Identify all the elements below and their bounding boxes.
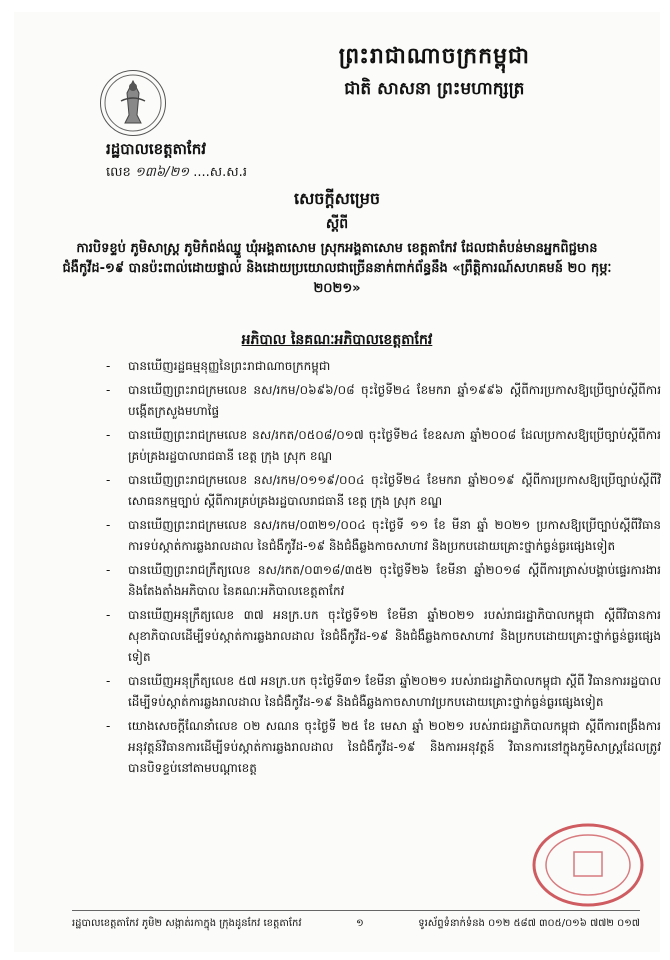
list-item: - បានឃើញព្រះរាជក្រមលេខ នស/រកត/០៥០៨/០១៧ ចុះថ្ងៃទី២៤ ខែឧសភា ឆ្នាំ២០០៨ ដែលប្រកាសឱ្យប្រើច្បាប់ស្តីពីការគ្រប់គ្រងរដ្ឋបាលរាជធានី ខេត្ត ក្រុង ស្រុក ខណ្ឌ [106,428,661,463]
kingdom-title: ព្រះរាជាណាចក្រកម្ពុជា [338,43,530,69]
document-type: សេចក្តីសម្រេច [293,189,380,208]
issuing-authority: រដ្ឋបាលខេត្តតាកែវ [106,140,206,158]
footer-contact: ទូរស័ព្ទទំនាក់ទំនង ០១២ ៥៨៧ ៣០៥/០១៦ ៧៧២ ០១៧ [418,918,640,929]
governor-heading: អភិបាល នៃគណៈអភិបាលខេត្តតាកែវ [241,332,433,348]
ref-suffix: ....ស.ស.រ [193,165,247,180]
about-label: ស្តីពី [325,216,349,232]
document-page [14,12,660,952]
list-item: - បានឃើញរដ្ឋធម្មនុញ្ញនៃព្រះរាជាណាចក្រកម្ពុជា [106,359,331,373]
title-block [14,188,660,299]
page-footer [72,916,640,931]
list-item: - បានឃើញព្រះរាជក្រមលេខ នស/រកម/០១១៩/០០៤ ចុះថ្ងៃទី២៤ ខែមករា ឆ្នាំ២០១៩ ស្តីពីការប្រកាសឱ្យប្រើច្បាប់ស្តីពីវិសោធនកម្មច្បាប់ ស្តីពីការគ្រប់គ្រងរដ្ឋបាលរាជធានី ខេត្ត ក្រុង ស្រុក ខណ្ឌ [106,473,661,508]
list-item: - បានឃើញព្រះរាជក្រឹត្យលេខ នស/រកត/០៣១៨/៣៥២ ចុះថ្ងៃទី២៦ ខែមីនា ឆ្នាំ២០១៨ ស្តីពីការត្រាស់បង្គាប់ផ្ទេរការងារ និងតែងតាំងអភិបាល នៃគណៈអភិបាលខេត្តតាកែវ [106,563,661,598]
list-item: - បានឃើញព្រះរាជក្រមលេខ នស/រកម/០៦៩៦/០៨ ចុះថ្ងៃទី២៤ ខែមករា ឆ្នាំ១៩៩៦ ស្តីពីការប្រកាសឱ្យប្រើច្បាប់ស្តីពីការបង្កើតក្រសួងមហាផ្ទៃ [106,383,661,418]
legal-references [106,356,661,782]
list-item: - បានឃើញព្រះរាជក្រមលេខ នស/រកម/០៣២១/០០៤ ចុះថ្ងៃទី ១១ ខែ មីនា ឆ្នាំ ២០២១ ប្រកាសឱ្យប្រើច្បាប់ស្តីពីវិធានការទប់ស្កាត់ការឆ្លងរាលដាល នៃជំងឺកូវីដ-១៩ និងជំងឺឆ្លងកាចសាហាវ និងប្រកបដោយគ្រោះថ្នាក់ធ្ងន់ធ្ងរផ្សេងទៀត [106,518,661,553]
national-motto: ជាតិ សាសនា ព្រះមហាក្សត្រ [344,79,525,99]
footer-address: រដ្ឋបាលខេត្តតាកែវ ភូមិ២ សង្កាត់រកាក្នុង ក្រុងដូនកែវ ខេត្តតាកែវ [72,918,302,929]
document-subject: ការបិទខ្ទប់ ភូមិសាស្ត្រ ភូមិកំពង់ឈ្នួ ឃុំអង្គតាសោម ស្រុកអង្គតាសោម ខេត្តតាកែវ ដែលជាតំបន់មានអ្នកពិជ្ជមានជំងឺកូវីដ-១៩ បានប៉ះពាល់ដោយផ្ទាល់ និងដោយប្រយោលជាច្រើននាក់ពាក់ព័ន្ធនឹង «ព្រឹត្តិការណ៍សហគមន៍ ២០ កុម្ភៈ ២០២១» [62,241,612,296]
footer-divider [72,910,640,911]
ref-handwritten: ១៣៦/២១ [134,165,190,180]
reference-number [106,164,247,183]
official-stamp [526,820,646,910]
ref-prefix: លេខ [106,165,131,180]
page-number: ១ [356,918,364,929]
kingdom-header [339,42,530,103]
list-item: - យោងសេចក្តីណែនាំលេខ ០២ សណន ចុះថ្ងៃទី ២៥ ខែ មេសា ឆ្នាំ ២០២១ របស់រាជរដ្ឋាភិបាលកម្ពុជា ស្តីពីការពង្រឹងការអនុវត្តន៍វិធានការដើម្បីទប់ស្កាត់ការឆ្លងរាលដាល នៃជំងឺកូវីដ-១៩ និងការអនុវត្តន៍ វិធានការនៅក្នុងភូមិសាស្ត្រដែលត្រូវបានបិទខ្ទប់នៅតាមបណ្តាខេត្ត [106,719,661,775]
government-seal [100,70,166,136]
list-item: - បានឃើញអនុក្រឹត្យលេខ ៣៧ អនក្រ.បក ចុះថ្ងៃទី១២ ខែមីនា ឆ្នាំ២០២១ របស់រាជរដ្ឋាភិបាលកម្ពុជា ស្តីពីវិធានការសុខាភិបាលដើម្បីទប់ស្កាត់ការឆ្លងរាលដាល នៃជំងឺកូវីដ-១៩ និងជំងឺឆ្លងកាចសាហាវ និងប្រកបដោយគ្រោះថ្នាក់ធ្ងន់ធ្ងរផ្សេងទៀត [106,608,661,664]
list-item: - បានឃើញអនុក្រឹត្យលេខ ៥៧ អនក្រ.បក ចុះថ្ងៃទី៣១ ខែមីនា ឆ្នាំ២០២១ របស់រាជរដ្ឋាភិបាលកម្ពុជា ស្តីពី វិធានការរដ្ឋបាលដើម្បីទប់ស្កាត់ការឆ្លងរាលដាល នៃជំងឺកូវីដ-១៩ និងជំងឺឆ្លងកាចសាហាវប្រកបដោយគ្រោះថ្នាក់ធ្ងន់ធ្ងរផ្សេងទៀត [106,674,661,709]
